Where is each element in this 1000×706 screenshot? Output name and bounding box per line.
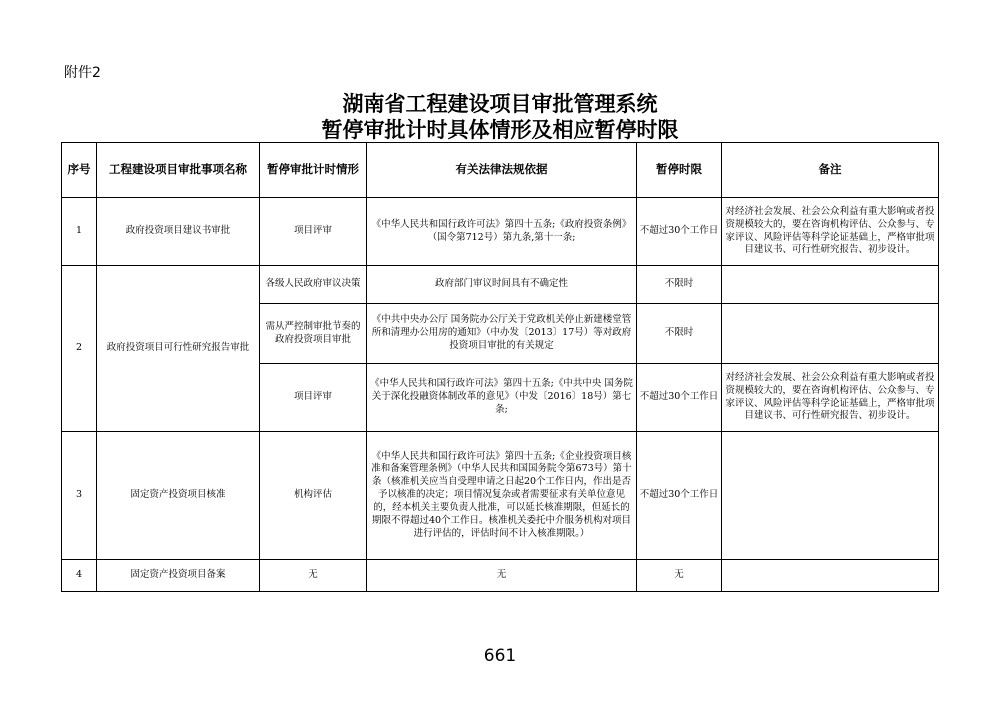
remarks: 对经济社会发展、社会公众利益有重大影响或者投资规模较大的，要在咨询机构评估、公众参与、专家评议、风险评估等科学论证基础上，严格审批项目建议书、可行性研究报告、初步设计。: [722, 364, 939, 432]
remarks: [722, 266, 939, 304]
column-header-basis: 有关法律法规依据: [367, 143, 637, 198]
approval-item: 政府投资项目建议书审批: [97, 198, 260, 266]
page-number: 661: [483, 646, 517, 666]
column-header-no: 序号: [62, 143, 97, 198]
column-header-limit: 暂停时限: [637, 143, 722, 198]
suspension-situation: 项目评审: [260, 198, 367, 266]
suspension-situation: 无: [260, 560, 367, 592]
remarks: [722, 432, 939, 560]
legal-basis: 政府部门审议时间具有不确定性: [367, 266, 637, 304]
remarks: [722, 304, 939, 364]
document-title-line2: 暂停审批计时具体情形及相应暂停时限: [321, 118, 679, 142]
remarks: 对经济社会发展、社会公众利益有重大影响或者投资规模较大的，要在咨询机构评估、公众参与、专家评议、风险评估等科学论证基础上，严格审批项目建议书、可行性研究报告、初步设计。: [722, 198, 939, 266]
suspension-limit: 不超过30个工作日: [637, 364, 722, 432]
table-row: [62, 560, 939, 592]
suspension-situation: 项目评审: [260, 364, 367, 432]
approval-item: 政府投资项目可行性研究报告审批: [97, 266, 260, 432]
legal-basis: 《中华人民共和国行政许可法》第四十五条;《企业投资项目核准和备案管理条例》（中华人民共和国国务院令第673号）第十条（核准机关应当自受理申请之日起20个工作日内，作出是否予以核准的决定；项目情况复杂或者需要征求有关单位意见的，经本机关主要负责人批准，可以延长核准期限，但延长的期限不得超过40个工作日。核准机关委托中介服务机构对项目进行评估的，评估时间不计入核准期限。）: [367, 432, 637, 560]
suspension-limit: 不超过30个工作日: [637, 432, 722, 560]
attachment-label: 附件2: [64, 65, 101, 81]
legal-basis: 《中共中央办公厅 国务院办公厅关于党政机关停止新建楼堂管所和清理办公用房的通知》（中办发〔2013〕17号）等对政府投资项目审批的有关规定: [367, 304, 637, 364]
row-number: 3: [62, 432, 97, 560]
row-number: 2: [62, 266, 97, 432]
approval-item: 固定资产投资项目核准: [97, 432, 260, 560]
suspension-situation: 需从严控制审批节奏的政府投资项目审批: [260, 304, 367, 364]
column-header-note: 备注: [722, 143, 939, 198]
table-row: [62, 432, 939, 560]
table-header-row: [62, 143, 939, 198]
column-header-situation: 暂停审批计时情形: [260, 143, 367, 198]
legal-basis: 《中华人民共和国行政许可法》第四十五条;《政府投资条例》（国令第712号）第九条,第十一条;: [367, 198, 637, 266]
row-number: 4: [62, 560, 97, 592]
suspension-limit: 无: [637, 560, 722, 592]
suspension-limit: 不限时: [637, 304, 722, 364]
legal-basis: 无: [367, 560, 637, 592]
column-header-item: 工程建设项目审批事项名称: [97, 143, 260, 198]
row-number: 1: [62, 198, 97, 266]
suspension-situation: 机构评估: [260, 432, 367, 560]
approval-item: 固定资产投资项目备案: [97, 560, 260, 592]
suspension-limit: 不限时: [637, 266, 722, 304]
suspension-limit: 不超过30个工作日: [637, 198, 722, 266]
remarks: [722, 560, 939, 592]
approval-suspension-table: [61, 142, 939, 592]
table-row: [62, 198, 939, 266]
suspension-situation: 各级人民政府审议决策: [260, 266, 367, 304]
table-row: [62, 266, 939, 304]
document-title-line1: 湖南省工程建设项目审批管理系统: [342, 92, 658, 116]
legal-basis: 《中华人民共和国行政许可法》第四十五条;《中共中央 国务院关于深化投融资体制改革的意见》（中发〔2016〕18号）第七条;: [367, 364, 637, 432]
